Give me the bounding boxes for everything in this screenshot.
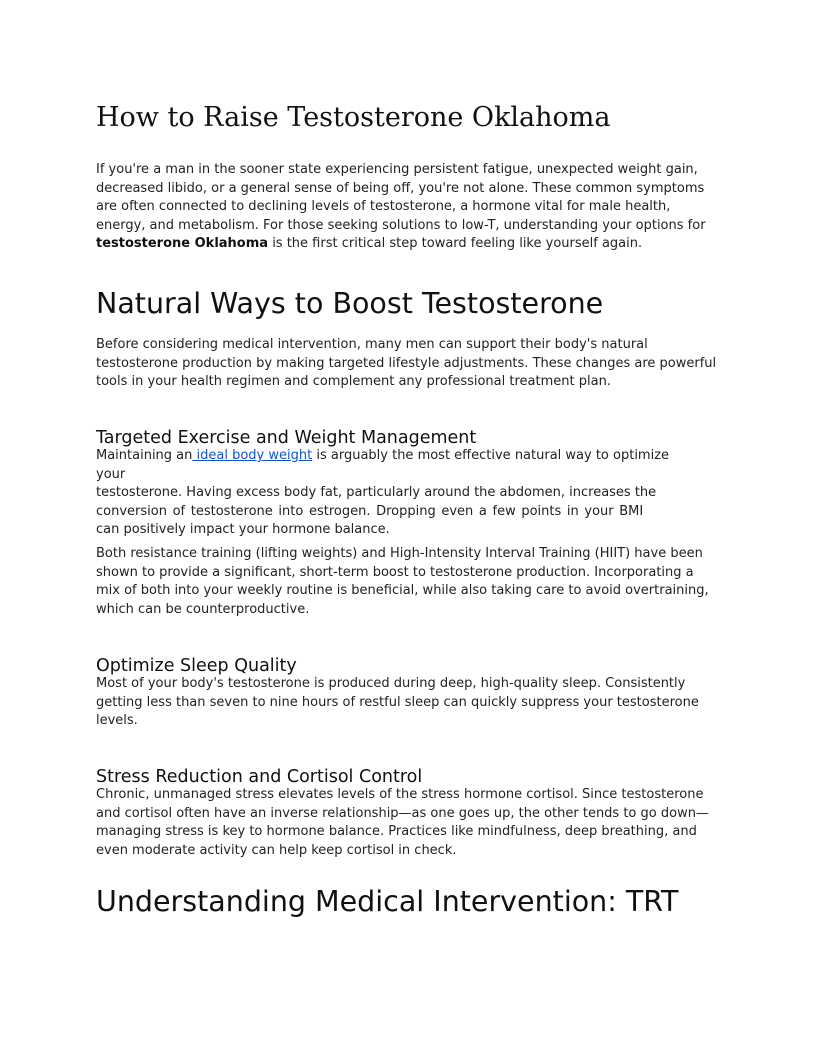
heading-trt: Understanding Medical Intervention: TRT xyxy=(96,885,679,918)
sleep-paragraph: Most of your body's testosterone is produced during deep, high-quality sleep. Consistently getting less than seven to nine hours of restful sleep can quickly suppress your testosterone levels. xyxy=(96,676,699,728)
heading-stress: Stress Reduction and Cortisol Control xyxy=(96,767,423,787)
exercise-line-2: testosterone. Having excess body fat, particularly around the abdomen, increases the xyxy=(96,485,657,500)
natural-paragraph: Before considering medical intervention, many men can support their body's natural testosterone production by making targeted lifestyle adjustments. These changes are powerful tools in your health regimen and complement any professional treatment plan. xyxy=(96,337,717,389)
stress-paragraph: Chronic, unmanaged stress elevates levels of the stress hormone cortisol. Since testosterone and cortisol often have an inverse relationship—as one goes up, the other tends to go down—managing stress is key to hormone balance. Practices like mindfulness, deep breathing, and even moderate activity can help keep cortisol in check. xyxy=(96,787,709,858)
intro-text-before: If you're a man in the sooner state experiencing persistent fatigue, unexpected weight gain, decreased libido, or a general sense of being off, you're not alone. These common symptoms are often connected to declining levels of testosterone, a hormone vital for male health, energy, and metabolism. For those seeking solutions to low-T, understanding your options for xyxy=(96,162,706,233)
intro-paragraph xyxy=(96,161,720,254)
heading-exercise: Targeted Exercise and Weight Management xyxy=(96,428,477,448)
exercise-line-3: conversion of testosterone into estrogen. Dropping even a few points in your BMI xyxy=(96,503,644,519)
page-title: How to Raise Testosterone Oklahoma xyxy=(96,102,611,133)
exercise-text-after: is arguably the most effective natural way to optimize your xyxy=(96,448,670,482)
exercise-text-before: Maintaining an xyxy=(96,448,193,463)
intro-text-after: is the first critical step toward feeling like yourself again. xyxy=(268,236,643,251)
exercise-line-4: can positively impact your hormone balance. xyxy=(96,522,390,537)
heading-natural-ways: Natural Ways to Boost Testosterone xyxy=(96,287,604,320)
intro-bold-keyword: testosterone Oklahoma xyxy=(96,236,269,251)
exercise-paragraph-2: Both resistance training (lifting weights) and High-Intensity Interval Training (HIIT) have been shown to provide a significant, short-term boost to testosterone production. Incorporating a mix of both into your weekly routine is beneficial, while also taking care to avoid overtraining, which can be counterproductive. xyxy=(96,546,709,617)
exercise-paragraph-1 xyxy=(96,447,696,540)
ideal-body-weight-link[interactable]: ideal body weight xyxy=(192,448,313,463)
heading-sleep: Optimize Sleep Quality xyxy=(96,656,297,676)
